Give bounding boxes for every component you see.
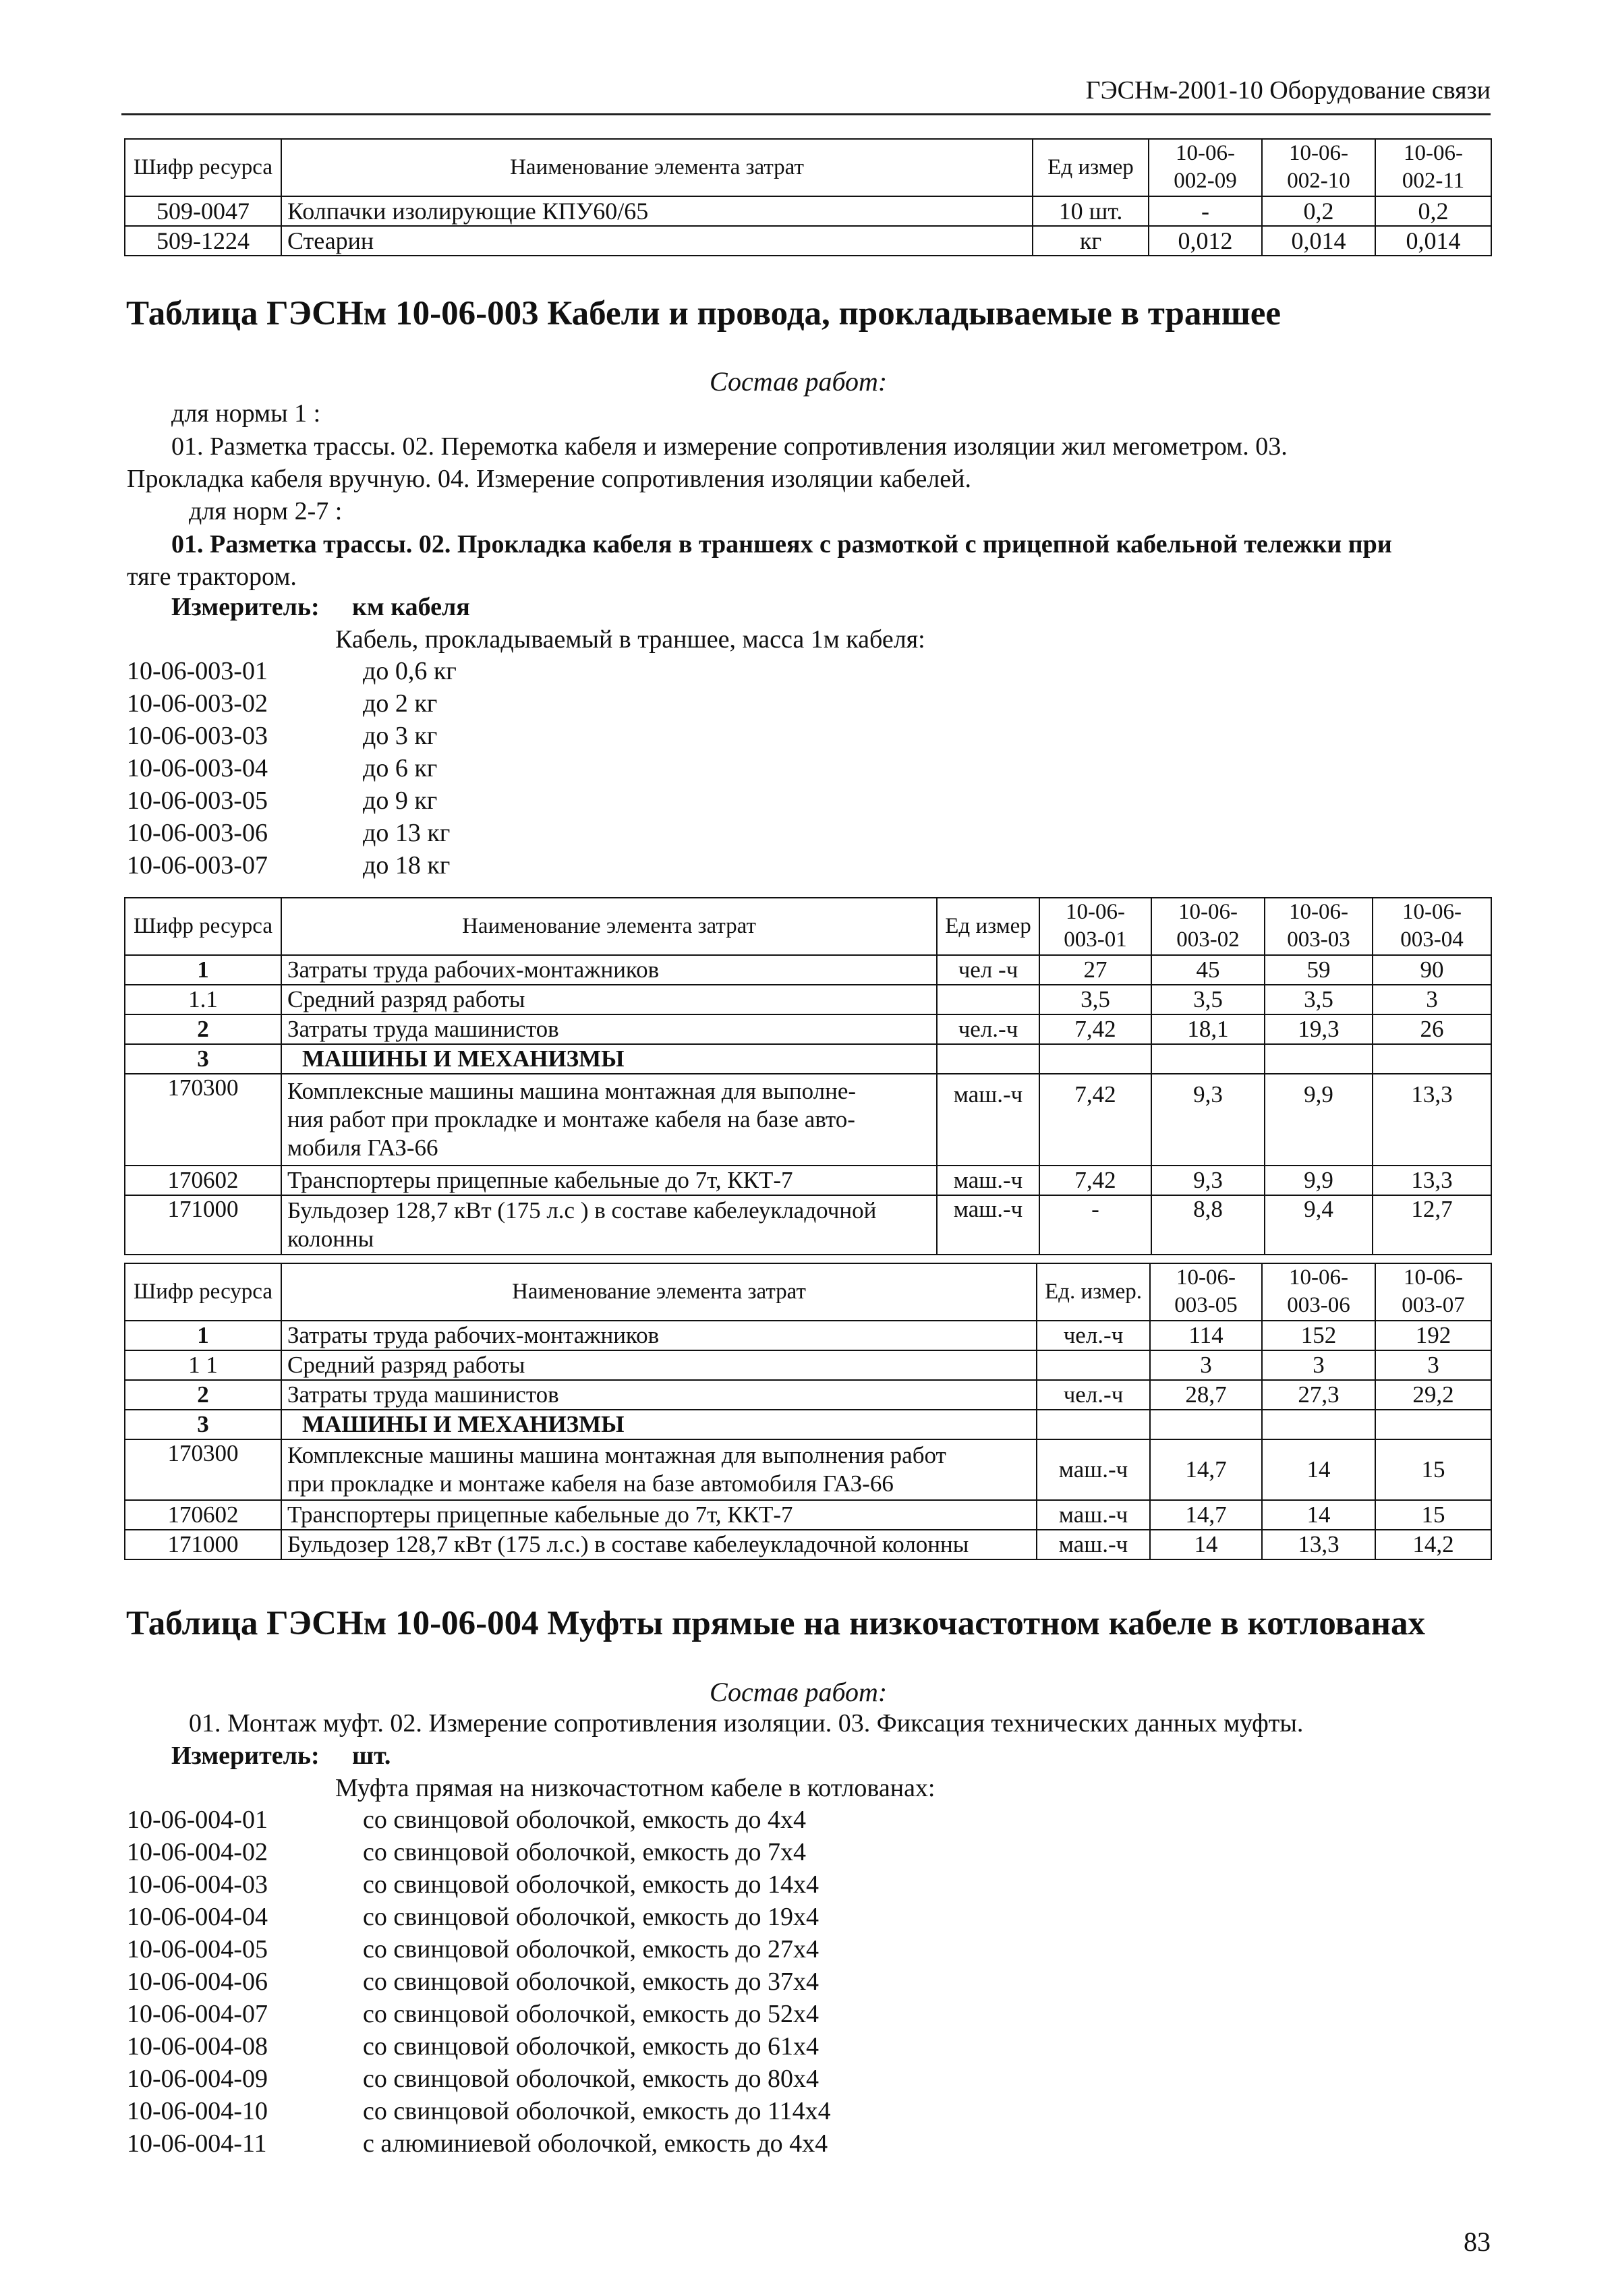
cell-value: 9,3	[1151, 1074, 1265, 1166]
col-header-norm: 10-06- 003-05	[1150, 1263, 1262, 1321]
norm-description: до 0,6 кг	[363, 657, 457, 685]
cell-value: 29,2	[1375, 1380, 1491, 1410]
section-title: Таблица ГЭСНм 10-06-003 Кабели и провода, прокладываемые в траншее	[126, 295, 1282, 333]
work-text: 01. Разметка трассы. 02. Прокладка кабеля в траншеях с размоткой с прицепной кабельной тележки при	[171, 530, 1392, 558]
cell-code: 1 1	[125, 1350, 281, 1380]
table-row	[125, 1380, 1491, 1410]
cell-value	[1262, 1410, 1375, 1439]
measure-label: Измеритель:	[171, 1742, 320, 1770]
cell-value: 0,014	[1375, 226, 1491, 256]
cell-value: 7,42	[1039, 1166, 1151, 1195]
cell-value	[1375, 1410, 1491, 1439]
table-row	[125, 1410, 1491, 1439]
cell-value: -	[1039, 1195, 1151, 1255]
col-header-norm: 10-06- 003-07	[1375, 1263, 1491, 1321]
cell-unit: маш.-ч	[937, 1166, 1039, 1195]
norm-code: 10-06-004-08	[127, 2032, 268, 2061]
col-header-name: Наименование элемента затрат	[281, 1263, 1037, 1321]
cell-value: 90	[1373, 955, 1491, 985]
cell-value: 26	[1373, 1014, 1491, 1044]
cell-unit: маш.-ч	[1037, 1500, 1150, 1530]
cell-unit: маш.-ч	[1037, 1439, 1150, 1500]
norm-description: со свинцовой оболочкой, емкость до 80х4	[363, 2065, 819, 2093]
col-header-code: Шифр ресурса	[125, 898, 281, 955]
norm-description: до 18 кг	[363, 851, 451, 880]
cell-name: Затраты труда машинистов	[281, 1380, 1037, 1410]
table-row	[125, 226, 1491, 256]
measure-value: км кабеля	[352, 593, 470, 621]
cell-value: 3	[1375, 1350, 1491, 1380]
cell-name: Стеарин	[281, 226, 1033, 256]
norm-description: с алюминиевой оболочкой, емкость до 4х4	[363, 2129, 828, 2158]
col-header-unit: Ед. измер.	[1037, 1263, 1150, 1321]
cell-value: 15	[1375, 1500, 1491, 1530]
cell-value: 8,8	[1151, 1195, 1265, 1255]
cell-value: 19,3	[1265, 1014, 1373, 1044]
col-header-norm: 10-06- 003-03	[1265, 898, 1373, 955]
norm-description: до 3 кг	[363, 722, 438, 750]
cell-code: 1.1	[125, 985, 281, 1014]
cell-unit: чел.-ч	[937, 1014, 1039, 1044]
norm-description: со свинцовой оболочкой, емкость до 4х4	[363, 1806, 807, 1834]
cell-value: 12,7	[1373, 1195, 1491, 1255]
table-row	[125, 1350, 1491, 1380]
work-text: Прокладка кабеля вручную. 04. Измерение сопротивления изоляции кабелей.	[127, 465, 971, 493]
cell-code: 509-0047	[125, 196, 281, 226]
cell-name: МАШИНЫ И МЕХАНИЗМЫ	[281, 1044, 937, 1074]
cell-value: 13,3	[1373, 1074, 1491, 1166]
cell-value: 27,3	[1262, 1380, 1375, 1410]
table-row	[125, 1166, 1491, 1195]
cell-value: -	[1149, 196, 1262, 226]
cell-code: 1	[125, 955, 281, 985]
cell-code: 170300	[125, 1074, 281, 1166]
cell-value: 152	[1262, 1321, 1375, 1350]
col-header-norm: 10-06- 003-06	[1262, 1263, 1375, 1321]
work-text: тяге трактором.	[127, 563, 297, 591]
table-row	[125, 1321, 1491, 1350]
items-intro: Кабель, прокладываемый в траншее, масса 1м кабеля:	[335, 625, 925, 654]
cell-name: Бульдозер 128,7 кВт (175 л.с.) в составе кабелеукладочной колонны	[281, 1530, 1037, 1559]
cell-unit	[937, 985, 1039, 1014]
norm-code: 10-06-004-06	[127, 1968, 268, 1996]
cell-value: 3,5	[1265, 985, 1373, 1014]
cell-value: 7,42	[1039, 1014, 1151, 1044]
cell-value: 3,5	[1151, 985, 1265, 1014]
work-composition-label: Состав работ:	[710, 1677, 888, 1707]
running-header: ГЭСНм-2001-10 Оборудование связи	[1085, 76, 1491, 105]
work-text: 01. Монтаж муфт. 02. Измерение сопротивления изоляции. 03. Фиксация технических данных муфты.	[189, 1709, 1304, 1738]
col-header-name: Наименование элемента затрат	[281, 898, 937, 955]
page-number: 83	[1464, 2227, 1491, 2257]
norm-code: 10-06-003-04	[127, 754, 268, 782]
cell-name: Комплексные машины машина монтажная для выполне- ния работ при прокладке и монтаже кабеля на базе авто- мобиля ГАЗ-66	[281, 1074, 937, 1166]
cell-value	[1150, 1410, 1262, 1439]
cell-value: 9,4	[1265, 1195, 1373, 1255]
norm-description: со свинцовой оболочкой, емкость до 27х4	[363, 1935, 819, 1963]
norm-label: для норм 2-7 :	[189, 497, 343, 525]
norm-description: со свинцовой оболочкой, емкость до 7х4	[363, 1838, 807, 1866]
table-row	[125, 1530, 1491, 1559]
norm-code: 10-06-004-03	[127, 1870, 268, 1899]
cell-code: 2	[125, 1380, 281, 1410]
norm-description: до 2 кг	[363, 689, 438, 718]
cell-value: 14,7	[1150, 1439, 1262, 1500]
norm-code: 10-06-004-07	[127, 2000, 268, 2028]
cell-value: 14	[1262, 1439, 1375, 1500]
cell-unit	[937, 1044, 1039, 1074]
col-header-norm: 10-06- 003-02	[1151, 898, 1265, 955]
norm-code: 10-06-003-01	[127, 657, 268, 685]
cell-value: 13,3	[1262, 1530, 1375, 1559]
cell-value: 13,3	[1373, 1166, 1491, 1195]
table-row	[125, 1500, 1491, 1530]
norm-code: 10-06-004-11	[127, 2129, 267, 2158]
cell-code: 170602	[125, 1500, 281, 1530]
cell-unit: чел.-ч	[1037, 1321, 1150, 1350]
cell-name: Транспортеры прицепные кабельные до 7т, ККТ-7	[281, 1500, 1037, 1530]
cell-name: Средний разряд работы	[281, 1350, 1037, 1380]
measure-value: шт.	[352, 1742, 391, 1770]
cell-value: 14,7	[1150, 1500, 1262, 1530]
cell-value: 9,3	[1151, 1166, 1265, 1195]
table-row	[125, 985, 1491, 1014]
cell-value: 28,7	[1150, 1380, 1262, 1410]
cell-value: 9,9	[1265, 1166, 1373, 1195]
cell-value: 3	[1262, 1350, 1375, 1380]
cell-value: 7,42	[1039, 1074, 1151, 1166]
cell-value: 15	[1375, 1439, 1491, 1500]
cell-name: Колпачки изолирующие КПУ60/65	[281, 196, 1033, 226]
cell-unit	[1037, 1350, 1150, 1380]
work-composition-label: Состав работ:	[710, 366, 888, 397]
table-row	[125, 1074, 1491, 1166]
norm-description: со свинцовой оболочкой, емкость до 114х4	[363, 2097, 831, 2125]
cell-value: 0,2	[1262, 196, 1375, 226]
cell-value	[1039, 1044, 1151, 1074]
cell-value: 27	[1039, 955, 1151, 985]
norm-code: 10-06-004-04	[127, 1903, 268, 1931]
col-header-code: Шифр ресурса	[125, 139, 281, 196]
col-header-norm: 10-06- 002-09	[1149, 139, 1262, 196]
work-text: 01. Разметка трассы. 02. Перемотка кабеля и измерение сопротивления изоляции жил мегометром. 03.	[171, 432, 1288, 461]
col-header-norm: 10-06- 002-10	[1262, 139, 1375, 196]
cell-code: 171000	[125, 1530, 281, 1559]
cell-code: 2	[125, 1014, 281, 1044]
norm-description: до 13 кг	[363, 819, 451, 847]
norm-code: 10-06-004-05	[127, 1935, 268, 1963]
cell-code: 1	[125, 1321, 281, 1350]
items-intro: Муфта прямая на низкочастотном кабеле в котлованах:	[335, 1774, 935, 1802]
table-row	[125, 955, 1491, 985]
norm-description: со свинцовой оболочкой, емкость до 14х4	[363, 1870, 819, 1899]
cell-value: 18,1	[1151, 1014, 1265, 1044]
table-row	[125, 1439, 1491, 1500]
cell-unit: маш.-ч	[937, 1195, 1039, 1255]
cell-unit	[1037, 1410, 1150, 1439]
cell-value	[1265, 1044, 1373, 1074]
cell-unit: чел.-ч	[1037, 1380, 1150, 1410]
cell-name: Транспортеры прицепные кабельные до 7т, ККТ-7	[281, 1166, 937, 1195]
table-row	[125, 1195, 1491, 1255]
col-header-norm: 10-06- 002-11	[1375, 139, 1491, 196]
cell-unit: чел -ч	[937, 955, 1039, 985]
section-title: Таблица ГЭСНм 10-06-004 Муфты прямые на низкочастотном кабеле в котлованах	[126, 1605, 1426, 1642]
cell-value: 14,2	[1375, 1530, 1491, 1559]
cell-code: 170300	[125, 1439, 281, 1500]
cell-value: 9,9	[1265, 1074, 1373, 1166]
cell-code: 171000	[125, 1195, 281, 1255]
norm-code: 10-06-003-06	[127, 819, 268, 847]
resource-table-003-b	[124, 1263, 1492, 1560]
cell-name: Затраты труда машинистов	[281, 1014, 937, 1044]
col-header-name: Наименование элемента затрат	[281, 139, 1033, 196]
norm-description: до 6 кг	[363, 754, 438, 782]
cell-value: 14	[1150, 1530, 1262, 1559]
table-row	[125, 196, 1491, 226]
cell-code: 509-1224	[125, 226, 281, 256]
header-rule	[121, 113, 1491, 115]
cell-value: 0,2	[1375, 196, 1491, 226]
norm-label: для нормы 1 :	[171, 399, 321, 428]
resource-table-002	[124, 138, 1492, 256]
measure-label: Измеритель:	[171, 593, 320, 621]
norm-code: 10-06-003-05	[127, 786, 268, 815]
cell-value: 114	[1150, 1321, 1262, 1350]
cell-name: МАШИНЫ И МЕХАНИЗМЫ	[281, 1410, 1037, 1439]
cell-value: 3	[1373, 985, 1491, 1014]
norm-description: со свинцовой оболочкой, емкость до 61х4	[363, 2032, 819, 2061]
table-row	[125, 1014, 1491, 1044]
cell-name: Затраты труда рабочих-монтажников	[281, 955, 937, 985]
col-header-unit: Ед измер	[1033, 139, 1149, 196]
norm-code: 10-06-003-07	[127, 851, 268, 880]
cell-name: Комплексные машины машина монтажная для выполнения работ при прокладке и монтаже кабеля на базе автомобиля ГАЗ-66	[281, 1439, 1037, 1500]
cell-code: 3	[125, 1410, 281, 1439]
norm-description: со свинцовой оболочкой, емкость до 52х4	[363, 2000, 819, 2028]
cell-code: 170602	[125, 1166, 281, 1195]
norm-description: со свинцовой оболочкой, емкость до 19х4	[363, 1903, 819, 1931]
col-header-unit: Ед измер	[937, 898, 1039, 955]
cell-value: 59	[1265, 955, 1373, 985]
cell-value: 14	[1262, 1500, 1375, 1530]
norm-code: 10-06-004-10	[127, 2097, 268, 2125]
norm-description: со свинцовой оболочкой, емкость до 37х4	[363, 1968, 819, 1996]
col-header-norm: 10-06- 003-01	[1039, 898, 1151, 955]
cell-unit: маш.-ч	[937, 1074, 1039, 1166]
table-row	[125, 1044, 1491, 1074]
cell-unit: кг	[1033, 226, 1149, 256]
cell-code: 3	[125, 1044, 281, 1074]
resource-table-003-a	[124, 897, 1492, 1255]
cell-value: 0,012	[1149, 226, 1262, 256]
cell-value: 45	[1151, 955, 1265, 985]
cell-value	[1373, 1044, 1491, 1074]
cell-value: 3	[1150, 1350, 1262, 1380]
cell-name: Средний разряд работы	[281, 985, 937, 1014]
cell-name: Затраты труда рабочих-монтажников	[281, 1321, 1037, 1350]
col-header-code: Шифр ресурса	[125, 1263, 281, 1321]
norm-code: 10-06-004-01	[127, 1806, 268, 1834]
cell-value: 0,014	[1262, 226, 1375, 256]
norm-code: 10-06-004-09	[127, 2065, 268, 2093]
norm-code: 10-06-004-02	[127, 1838, 268, 1866]
norm-code: 10-06-003-02	[127, 689, 268, 718]
norm-code: 10-06-003-03	[127, 722, 268, 750]
cell-unit: 10 шт.	[1033, 196, 1149, 226]
cell-value: 3,5	[1039, 985, 1151, 1014]
cell-value: 192	[1375, 1321, 1491, 1350]
cell-value	[1151, 1044, 1265, 1074]
cell-name: Бульдозер 128,7 кВт (175 л.с ) в составе кабелеукладочной колонны	[281, 1195, 937, 1255]
norm-description: до 9 кг	[363, 786, 438, 815]
cell-unit: маш.-ч	[1037, 1530, 1150, 1559]
col-header-norm: 10-06- 003-04	[1373, 898, 1491, 955]
